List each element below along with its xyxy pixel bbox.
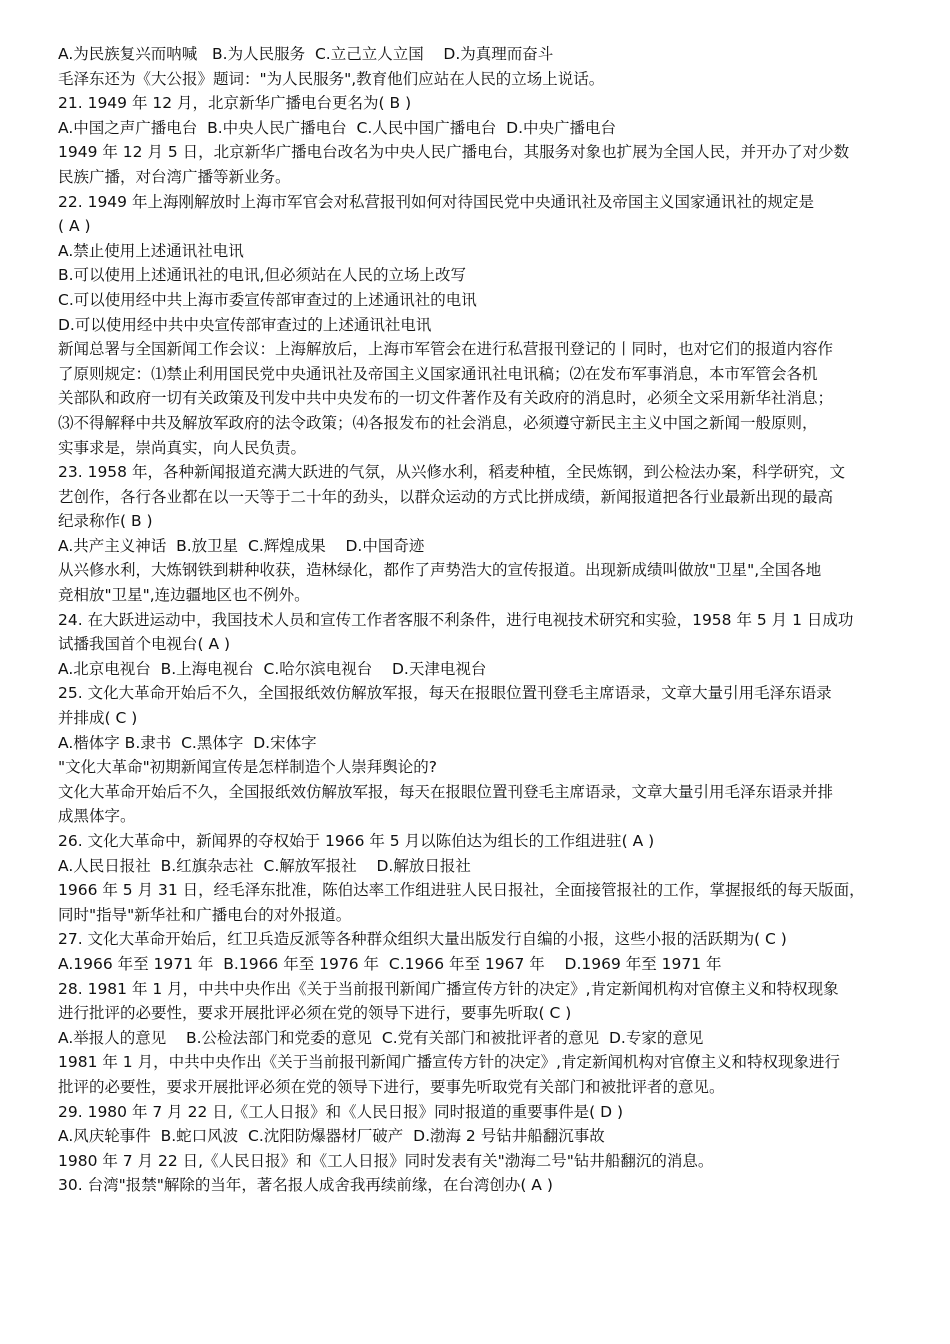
question-28: 进行批评的必要性，要求开展批评必须在党的领导下进行，要事先听取( C ) — [58, 1004, 572, 1023]
options-23: A.共产主义神话 B.放卫星 C.辉煌成果 D.中国奇迹 — [58, 536, 425, 555]
explanation-22: 关部队和政府一切有关政策及刊发中共中央发布的一切文件著作及有关政府的消息时，必须全文采用新华社消息； — [58, 389, 834, 408]
document-page — [58, 42, 904, 1198]
explanation-21: 民族广播，对台湾广播等新业务。 — [58, 167, 291, 186]
option-22-c: C.可以使用经中共上海市委宣传部审查过的上述通讯社的电讯 — [58, 290, 477, 309]
question-30: 30. 台湾"报禁"解除的当年，著名报人成舍我再续前缘，在台湾创办( A ) — [58, 1176, 553, 1195]
options-28: A.举报人的意见 B.公检法部门和党委的意见 C.党有关部门和被批评者的意见 D.专家的意见 — [58, 1028, 704, 1047]
sub-question-25: "文化大革命"初期新闻宣传是怎样制造个人崇拜舆论的? — [58, 758, 437, 777]
explanation-26: 同时"指导"新华社和广播电台的对外报道。 — [58, 905, 352, 924]
explanation-23: 竞相放"卫星",连边疆地区也不例外。 — [58, 586, 310, 605]
question-23: 艺创作，各行各业都在以一天等于二十年的劲头，以群众运动的方式比拼成绩，新闻报道把各行业最新出现的最高 — [58, 487, 834, 506]
question-23: 纪录称作( B ) — [58, 512, 153, 531]
options-27: A.1966 年至 1971 年 B.1966 年至 1976 年 C.1966 年至 1967 年 D.1969 年至 1971 年 — [58, 954, 722, 973]
options-29: A.风庆轮事件 B.蛇口风波 C.沈阳防爆器材厂破产 D.渤海 2 号钻井船翻沉事故 — [58, 1127, 605, 1146]
question-21: 21. 1949 年 12 月，北京新华广播电台更名为( B ) — [58, 94, 412, 113]
question-25: 并排成( C ) — [58, 709, 138, 728]
explanation-21: 1949 年 12 月 5 日，北京新华广播电台改名为中央人民广播电台，其服务对象也扩展为全国人民，并开办了对少数 — [58, 143, 850, 162]
option-22-a: A.禁止使用上述通讯社电讯 — [58, 241, 244, 260]
text-line: A.为民族复兴而呐喊 B.为人民服务 C.立己立人立国 D.为真理而奋斗 — [58, 45, 554, 63]
options-25: A.楷体字 B.隶书 C.黑体字 D.宋体字 — [58, 733, 317, 752]
question-22: 22. 1949 年上海刚解放时上海市军官会对私营报刊如何对待国民党中央通讯社及帝国主义国家通讯社的规定是 — [58, 192, 814, 211]
explanation-28: 批评的必要性，要求开展批评必须在党的领导下进行，要事先听取党有关部门和被批评者的意见。 — [58, 1077, 725, 1096]
explanation-22: 新闻总署与全国新闻工作会议：上海解放后，上海市军管会在进行私营报刊登记的丨同时，也对它们的报道内容作 — [58, 340, 834, 359]
option-22-d: D.可以使用经中共中央宣传部审查过的上述通讯社电讯 — [58, 315, 432, 334]
text-line: 毛泽东还为《大公报》题词："为人民服务",教育他们应站在人民的立场上说话。 — [58, 69, 605, 88]
explanation-26: 1966 年 5 月 31 日，经毛泽东批准，陈伯达率工作组进驻人民日报社，全面接管报社的工作，掌握报纸的每天版面， — [58, 881, 865, 900]
explanation-28: 1981 年 1 月，中共中央作出《关于当前报刊新闻广播宣传方针的决定》,肯定新闻机构对官僚主义和特权现象进行 — [58, 1053, 841, 1072]
question-26: 26. 文化大革命中，新闻界的夺权始于 1966 年 5 月以陈伯达为组长的工作组进驻( A ) — [58, 832, 655, 850]
question-24: 24. 在大跃进运动中，我国技术人员和宣传工作者客服不利条件，进行电视技术研究和实验，1958 年 5 月 1 日成功 — [58, 610, 854, 629]
option-22-b: B.可以使用上述通讯社的电讯,但必须站在人民的立场上改写 — [58, 266, 466, 285]
options-24: A.北京电视台 B.上海电视台 C.哈尔滨电视台 D.天津电视台 — [58, 659, 487, 678]
explanation-25: 成黑体字。 — [58, 807, 136, 826]
explanation-25: 文化大革命开始后不久，全国报纸效仿解放军报，每天在报眼位置刊登毛主席语录，文章大量引用毛泽东语录并排 — [58, 782, 834, 801]
explanation-22: 了原则规定：⑴禁止利用国民党中央通讯社及帝国主义国家通讯社电讯稿；⑵在发布军事消息，本市军管会各机 — [58, 364, 818, 383]
explanation-23: 从兴修水利，大炼钢铁到耕种收获，造林绿化，都作了声势浩大的宣传报道。出现新成绩叫做放"卫星",全国各地 — [58, 561, 822, 580]
question-24: 试播我国首个电视台( A ) — [58, 635, 231, 654]
options-21: A.中国之声广播电台 B.中央人民广播电台 C.人民中国广播电台 D.中央广播电台 — [58, 118, 616, 137]
explanation-29: 1980 年 7 月 22 日,《人民日报》和《工人日报》同时发表有关"渤海二号"钻井船翻沉的消息。 — [58, 1151, 714, 1170]
question-25: 25. 文化大革命开始后不久，全国报纸效仿解放军报，每天在报眼位置刊登毛主席语录，文章大量引用毛泽东语录 — [58, 684, 832, 703]
question-28: 28. 1981 年 1 月，中共中央作出《关于当前报刊新闻广播宣传方针的决定》,肯定新闻机构对官僚主义和特权现象 — [58, 979, 839, 998]
question-29: 29. 1980 年 7 月 22 日,《工人日报》和《人民日报》同时报道的重要事件是( D ) — [58, 1102, 624, 1121]
question-23: 23. 1958 年，各种新闻报道充满大跃进的气氛，从兴修水利，稻麦种植，全民炼钢，到公检法办案，科学研究，文 — [58, 463, 845, 482]
options-26: A.人民日报社 B.红旗杂志社 C.解放军报社 D.解放日报社 — [58, 856, 471, 875]
explanation-22: ⑶不得解释中共及解放军政府的法令政策；⑷各报发布的社会消息，必须遵守新民主主义中国之新闻一般原则， — [58, 413, 818, 432]
question-22: ( A ) — [58, 217, 91, 236]
explanation-22: 实事求是，崇尚真实，向人民负责。 — [58, 438, 307, 457]
question-27: 27. 文化大革命开始后，红卫兵造反派等各种群众组织大量出版发行自编的小报，这些小报的活跃期为( C ) — [58, 930, 787, 949]
